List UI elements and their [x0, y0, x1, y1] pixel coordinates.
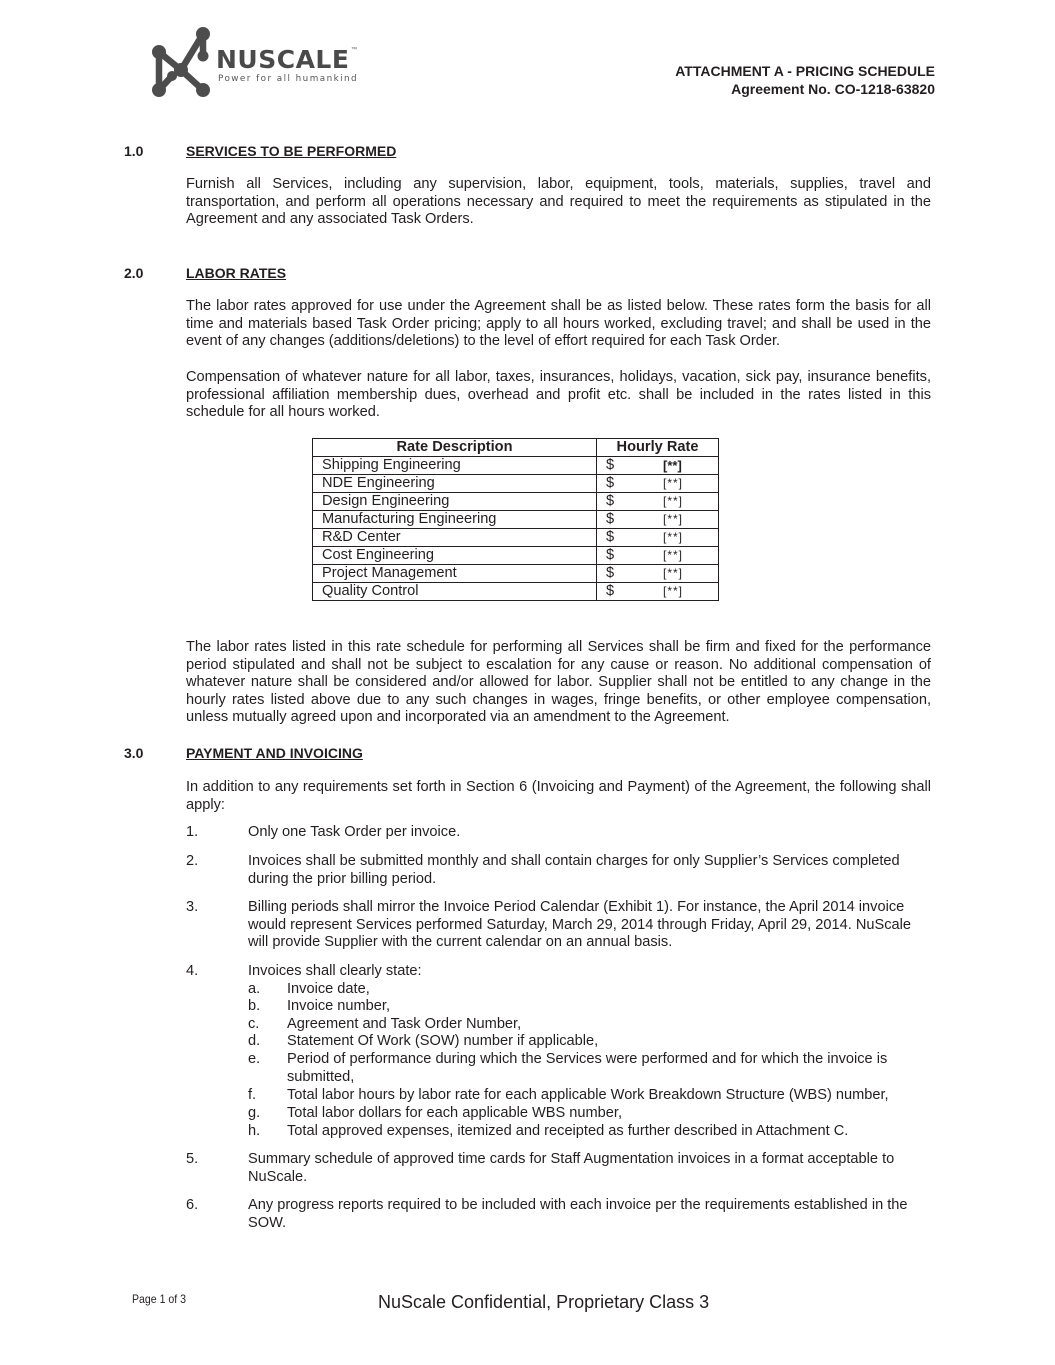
rate-cell: [597, 547, 719, 565]
section-title: PAYMENT AND INVOICING: [186, 745, 363, 761]
logo-trademark: ™: [351, 47, 357, 53]
sublist-text: Period of performance during which the Services were performed and for which the invoice is submitted,: [287, 1051, 888, 1085]
sublist-text: Total labor dollars for each applicable WBS number,: [287, 1105, 623, 1121]
table-row: [313, 475, 719, 493]
sublist-text: Total labor hours by labor rate for each applicable Work Breakdown Structure (WBS) number,: [287, 1087, 889, 1103]
currency-symbol: $: [606, 565, 615, 581]
paragraph: The labor rates approved for use under the Agreement shall be as listed below. These rates form the basis for all time and materials based Task Order pricing; apply to all hours worked, excluding travel; and shall be used in the event of any changes (additions/deletions) to the level of effort required for each Task Order.: [186, 298, 931, 349]
paragraph: The labor rates listed in this rate schedule for performing all Services shall be firm and fixed for the performance period stipulated and shall not be subject to escalation for any cause or reason. No additional compensation of whatever nature shall be considered and/or allowed for labor. Supplier shall not be entitled to any change in the hourly rates listed above due to any such changes in wages, fringe benefits, or other employee compensation, unless mutually agreed upon and incorporated via an amendment to the Agreement.: [186, 639, 931, 725]
paragraph: In addition to any requirements set forth in Section 6 (Invoicing and Payment) of the Agreement, the following shall apply:: [186, 779, 931, 813]
list-item-number: 4.: [186, 963, 199, 979]
rate-cell: [597, 529, 719, 547]
section-number: 3.0: [124, 745, 144, 761]
attachment-title: ATTACHMENT A - PRICING SCHEDULE: [675, 63, 935, 79]
rate-cell: [597, 475, 719, 493]
list-item-number: 1.: [186, 824, 199, 840]
agreement-number: Agreement No. CO-1218-63820: [731, 81, 935, 97]
rate-cell: [597, 583, 719, 601]
company-logo: [150, 26, 370, 98]
currency-symbol: $: [606, 511, 615, 527]
rate-description: Design Engineering: [313, 493, 597, 511]
sublist-letter: e.: [248, 1051, 261, 1067]
table-header-row: [313, 439, 719, 457]
rate-description: Shipping Engineering: [313, 457, 597, 475]
table-header-description: Rate Description: [313, 439, 597, 457]
confidentiality-notice: NuScale Confidential, Proprietary Class 3: [378, 1292, 710, 1312]
rate-value: [**]: [663, 476, 684, 490]
paragraph: Compensation of whatever nature for all labor, taxes, insurances, holidays, vacation, sick pay, insurance benefits, professional affiliation membership dues, overhead and profit etc. shall be included in the rates listed in this schedule for all hours worked.: [186, 369, 931, 420]
paragraph: Furnish all Services, including any supervision, labor, equipment, tools, materials, supplies, travel and transportation, and perform all operations necessary and required to meet the requirements as stipulated in the Agreement and any associated Task Orders.: [186, 176, 931, 227]
rate-cell: [597, 457, 719, 475]
section-number: 2.0: [124, 265, 144, 281]
rate-description: Quality Control: [313, 583, 597, 601]
sublist-letter: h.: [248, 1123, 261, 1139]
table-row: [313, 529, 719, 547]
rate-value: [**]: [663, 494, 684, 508]
list-item-text: Billing periods shall mirror the Invoice Period Calendar (Exhibit 1). For instance, the April 2014 invoice would represent Services performed Saturday, March 29, 2014 through Friday, April 29, 2014. NuScale will provide Supplier with the current calendar on an annual basis.: [248, 899, 912, 950]
sublist-text: Statement Of Work (SOW) number if applicable,: [287, 1033, 599, 1049]
list-item-text: Invoices shall be submitted monthly and shall contain charges for only Supplier’s Services completed during the prior billing period.: [248, 853, 900, 887]
table-row: [313, 493, 719, 511]
logo-wordmark: NUSCALE: [216, 45, 350, 74]
currency-symbol: $: [606, 547, 615, 563]
sublist-letter: a.: [248, 981, 261, 997]
currency-symbol: $: [606, 475, 615, 491]
list-item-text: Invoices shall clearly state:: [248, 963, 422, 979]
page-number: Page 1 of 3: [132, 1292, 187, 1306]
section-title: SERVICES TO BE PERFORMED: [186, 143, 397, 159]
nuscale-logo-icon: [150, 26, 214, 98]
sublist-text: Invoice number,: [287, 998, 391, 1014]
rate-value: [**]: [663, 548, 684, 562]
sublist-text: Agreement and Task Order Number,: [287, 1016, 522, 1032]
currency-symbol: $: [606, 529, 615, 545]
rate-value: [**]: [663, 584, 684, 598]
table-row: [313, 511, 719, 529]
sublist-text: Invoice date,: [287, 981, 370, 997]
rate-cell: [597, 565, 719, 583]
rate-value: [**]: [663, 566, 684, 580]
labor-rate-table: [312, 438, 719, 601]
section-title: LABOR RATES: [186, 265, 287, 281]
rate-cell: [597, 511, 719, 529]
sublist-letter: c.: [248, 1016, 260, 1032]
currency-symbol: $: [606, 583, 615, 599]
rate-description: Cost Engineering: [313, 547, 597, 565]
table-header-rate: Hourly Rate: [597, 439, 719, 457]
rate-description: Project Management: [313, 565, 597, 583]
table-row: [313, 547, 719, 565]
table-row: [313, 457, 719, 475]
sublist-text: Total approved expenses, itemized and receipted as further described in Attachment C.: [287, 1123, 849, 1139]
section-number: 1.0: [124, 143, 144, 159]
sublist-letter: g.: [248, 1105, 261, 1121]
rate-value: [**]: [663, 458, 682, 473]
table-row: [313, 583, 719, 601]
sublist-letter: b.: [248, 998, 261, 1014]
currency-symbol: $: [606, 457, 615, 473]
rate-cell: [597, 493, 719, 511]
rate-value: [**]: [663, 530, 684, 544]
sublist-letter: f.: [248, 1087, 257, 1103]
rate-value: [**]: [663, 512, 684, 526]
list-item-number: 3.: [186, 899, 199, 915]
rate-description: Manufacturing Engineering: [313, 511, 597, 529]
rate-description: R&D Center: [313, 529, 597, 547]
logo-tagline: Power for all humankind: [218, 74, 359, 84]
list-item-text: Any progress reports required to be included with each invoice per the requirements established in the SOW.: [248, 1197, 908, 1231]
currency-symbol: $: [606, 493, 615, 509]
rate-description: NDE Engineering: [313, 475, 597, 493]
list-item-text: Summary schedule of approved time cards for Staff Augmentation invoices in a format acceptable to NuScale.: [248, 1151, 895, 1185]
table-row: [313, 565, 719, 583]
list-item-number: 2.: [186, 853, 199, 869]
sublist-letter: d.: [248, 1033, 261, 1049]
list-item-number: 6.: [186, 1197, 199, 1213]
list-item-text: Only one Task Order per invoice.: [248, 824, 461, 840]
list-item-number: 5.: [186, 1151, 199, 1167]
